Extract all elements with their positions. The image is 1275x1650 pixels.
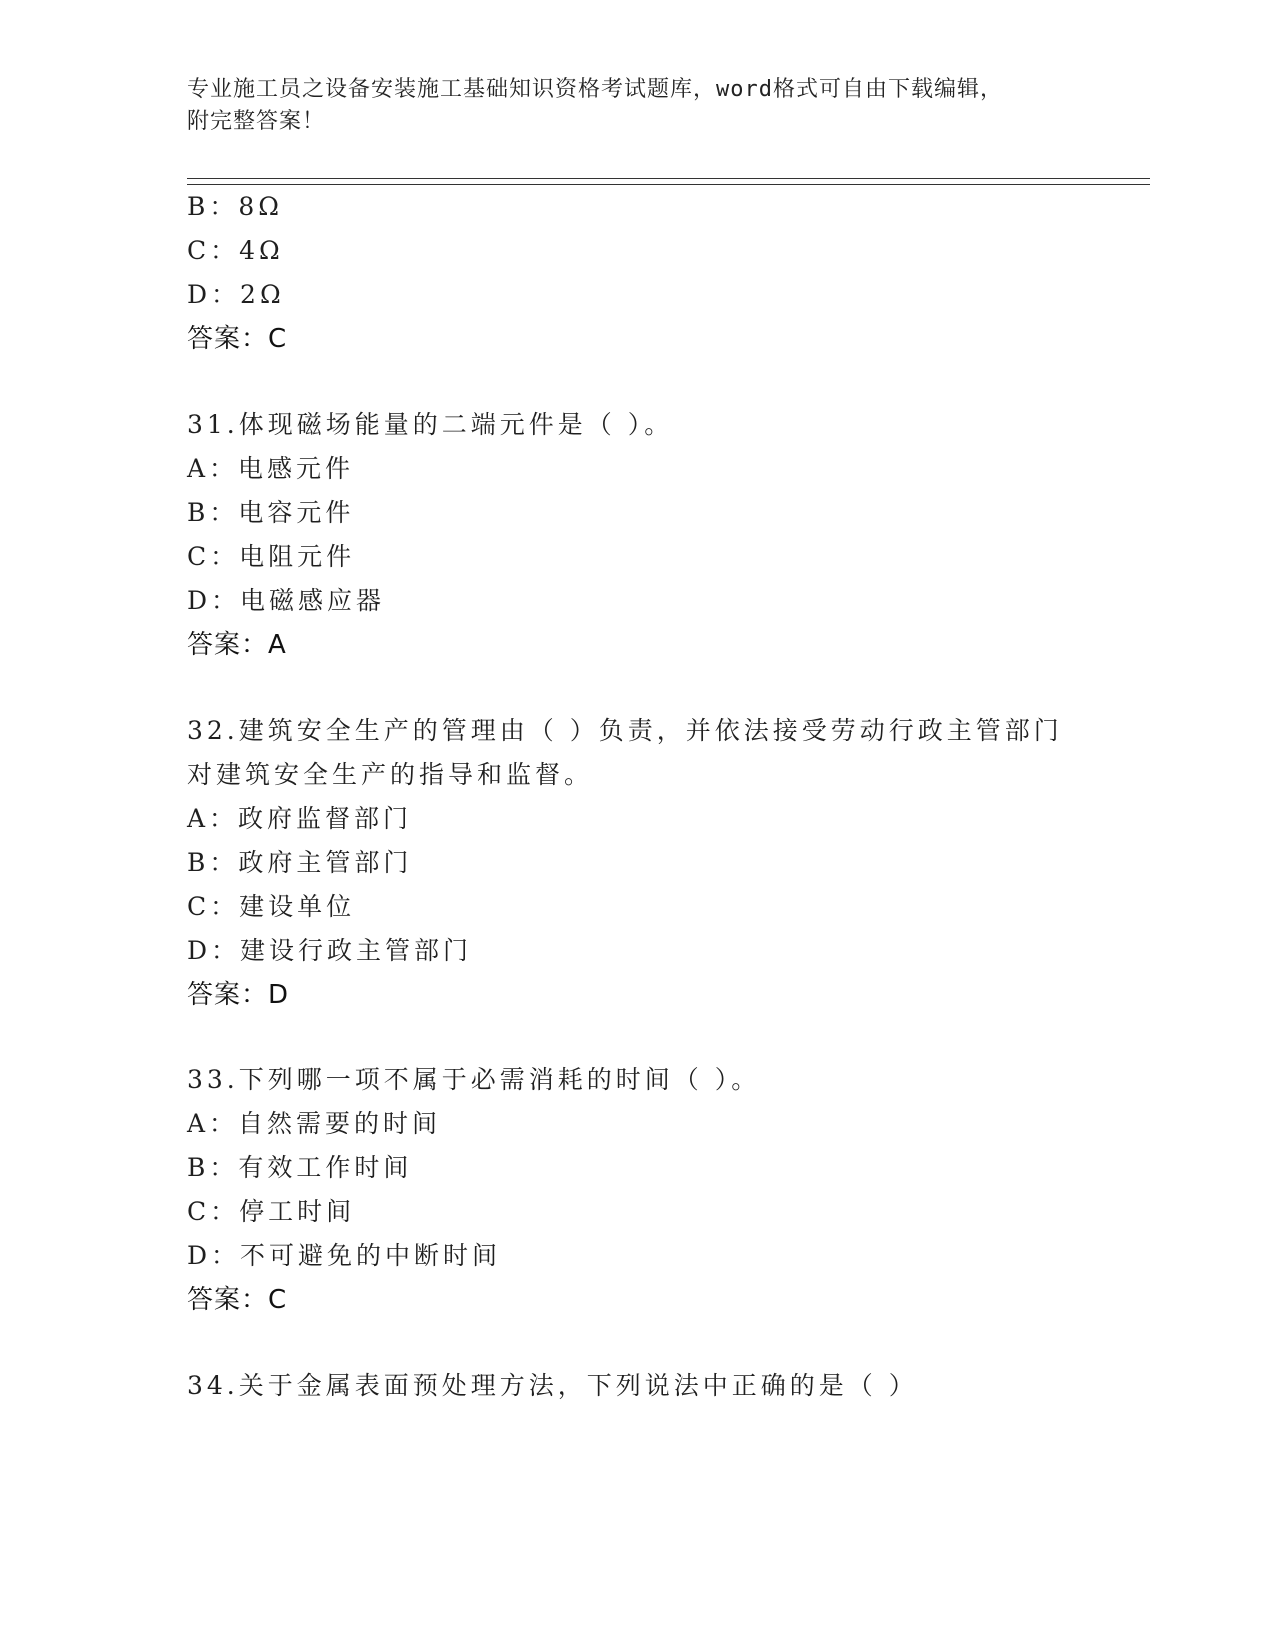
- document-header: [187, 74, 1067, 138]
- q32-answer: 答案：D: [187, 980, 290, 1010]
- q31-question: 31.体现磁场能量的二端元件是（ ）。: [187, 410, 674, 439]
- q32-option-c: C：建设单位: [187, 892, 356, 921]
- q31-option-c: C：电阻元件: [187, 542, 356, 571]
- q31-option-a: A：电感元件: [187, 454, 355, 483]
- q33-option-a: A：自然需要的时间: [187, 1109, 442, 1138]
- header-divider-bottom: [187, 184, 1150, 185]
- q33-option-c: C：停工时间: [187, 1197, 356, 1226]
- q33-option-b: B：有效工作时间: [187, 1153, 413, 1182]
- q30-option-b: B：8Ω: [187, 192, 284, 221]
- q32-question-line-1: 32.建筑安全生产的管理由（ ）负责，并依法接受劳动行政主管部门: [187, 716, 1063, 745]
- q32-option-a: A：政府监督部门: [187, 804, 413, 833]
- q30-option-d: D：2Ω: [187, 280, 285, 309]
- q33-answer: 答案：C: [187, 1285, 288, 1315]
- q32-option-b: B：政府主管部门: [187, 848, 413, 877]
- header-line-1: 专业施工员之设备安装施工基础知识资格考试题库，word格式可自由下载编辑，: [187, 77, 1003, 102]
- header-divider-top: [187, 178, 1150, 179]
- q33-question: 33.下列哪一项不属于必需消耗的时间（ ）。: [187, 1065, 761, 1094]
- q30-answer: 答案：C: [187, 324, 288, 354]
- q32-option-d: D：建设行政主管部门: [187, 936, 473, 965]
- q31-option-d: D：电磁感应器: [187, 586, 386, 615]
- q31-option-b: B：电容元件: [187, 498, 355, 527]
- q32-question-line-2: 对建筑安全生产的指导和监督。: [187, 760, 594, 789]
- header-line-2: 附完整答案！: [187, 109, 326, 134]
- q34-question: 34.关于金属表面预处理方法，下列说法中正确的是（ ）: [187, 1371, 918, 1400]
- q30-option-c: C：4Ω: [187, 236, 284, 265]
- q31-answer: 答案：A: [187, 630, 287, 660]
- q33-option-d: D：不可避免的中断时间: [187, 1241, 502, 1270]
